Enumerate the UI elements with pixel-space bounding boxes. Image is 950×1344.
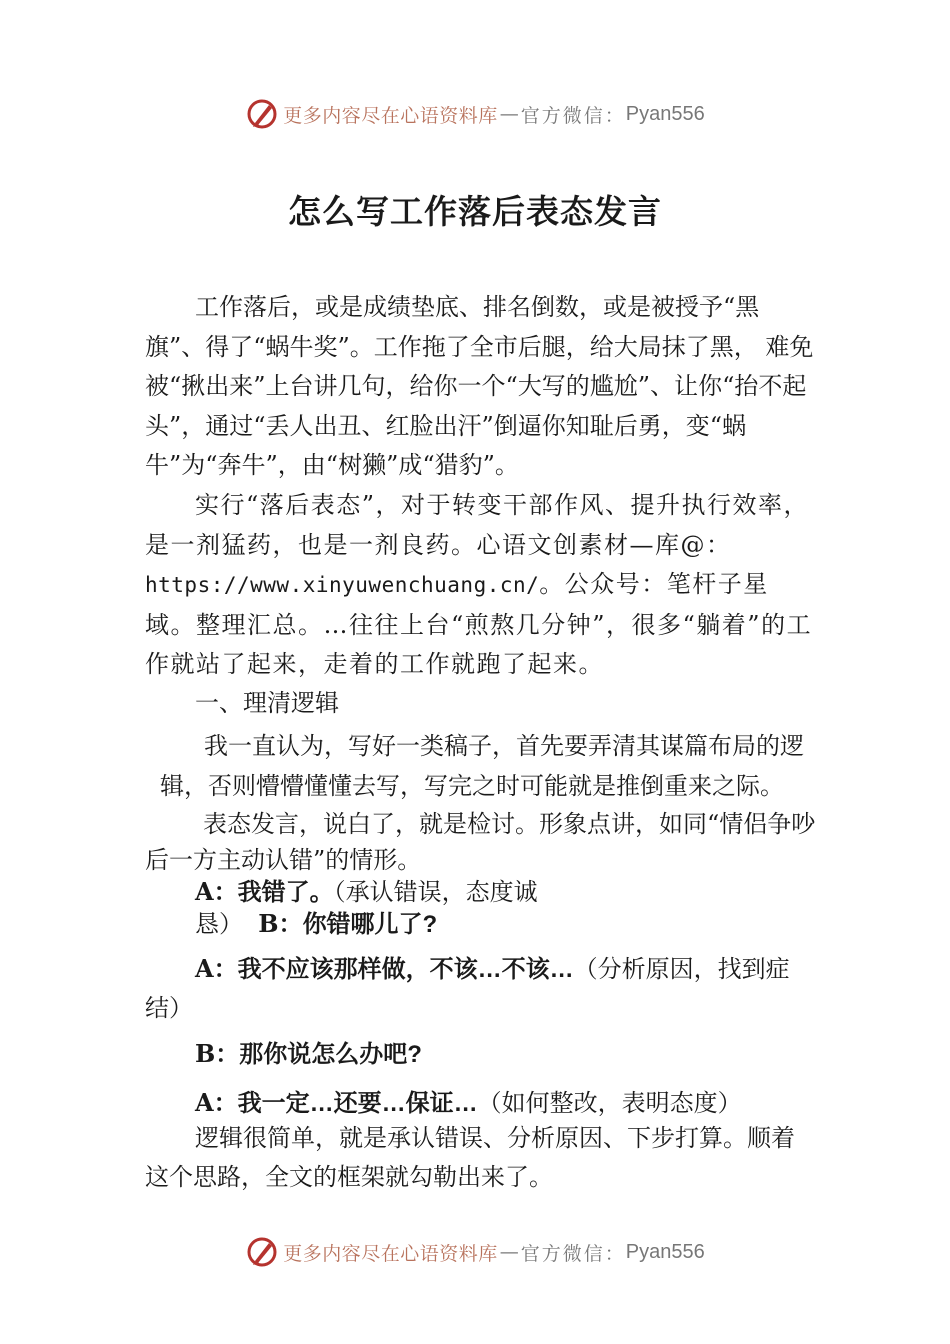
paragraph-analogy: 表态发言，说白了，就是检讨。形象点讲，如同“情侣争吵后一方主动认错”的情形。 [145, 810, 816, 874]
speaker-a-label: A： [195, 877, 238, 906]
speaker-b-label: B： [195, 1039, 240, 1068]
banner-dash: — [499, 1241, 519, 1263]
paragraph-summary: 逻辑很简单，就是承认错误、分析原因、下步打算。顺着这个思路，全文的框架就勾勒出来了。 [145, 1124, 795, 1191]
paragraph-intro: 工作落后，或是成绩垫底、排名倒数，或是被授予“黑旗”、得了“蜗牛奖”。工作拖了全市后腿，给大局抹了黑， 难免被“揪出来”上台讲几句，给你一个“大写的尴尬”、让你“抬不起头”，通过“丢人出丑、红脸出汗”倒逼你知耻后勇，变“蜗牛”为“奔牛”，由“树獭”成“猎豹”。 [145, 293, 814, 479]
note-a2: （分析原因，找到症结） [145, 955, 790, 1022]
note-a1: （承认错误，态度诚恳） [195, 878, 538, 938]
wechat-label: 官方微信： [520, 1242, 626, 1265]
speech-b2: 那你说怎么办吧? [239, 1041, 422, 1068]
wechat-id: Pyan556 [625, 102, 705, 125]
paragraph-practice [145, 486, 817, 685]
speaker-a-label: A： [195, 954, 238, 983]
brand-text: 更多内容尽在心语资料库 [283, 1242, 498, 1265]
paragraph-practice-text-a: 实行“落后表态”，对于转变干部作风、提升执行效率， 是一剂猛药，也是一剂良药。心语文创素材—库@： [145, 491, 810, 559]
speech-a3: 我一定…还要…保证… [237, 1090, 478, 1117]
brand-text: 更多内容尽在心语资料库 [283, 104, 498, 127]
dialogue-line-4 [195, 1083, 742, 1118]
banner-dash: — [499, 103, 519, 125]
dialogue-line-3 [195, 1034, 422, 1069]
source-url: https://www.xinyuwenchuang.cn/ [145, 573, 540, 597]
speech-a2: 我不应该那样做，不该…不该… [237, 956, 574, 983]
speech-a1: 我错了。 [237, 879, 334, 906]
speaker-a-label: A： [195, 1088, 238, 1117]
speaker-b-label: B： [258, 909, 303, 938]
dialogue-line-2 [145, 950, 817, 1027]
pen-logo-icon [245, 97, 279, 131]
note-a3: （如何整改，表明态度） [477, 1089, 742, 1117]
header-watermark [0, 94, 950, 134]
section-heading-logic: 一、理清逻辑 [195, 689, 339, 717]
paragraph-logic: 我一直认为，写好一类稿子，首先要弄清其谋篇布局的逻辑，否则懵懵懂懂去写，写完之时可能就是推倒重来之际。 [160, 732, 804, 800]
footer-watermark [0, 1232, 950, 1272]
paragraph-practice-text-b: 。公众号：笔杆子星域。整理汇总。…往往上台“煎熬几分钟”，很多“躺着”的工作就站了起来，走着的工作就跑了起来。 [145, 570, 813, 678]
speech-b1: 你错哪儿了? [302, 911, 438, 938]
document-title: 怎么写工作落后表态发言 [288, 192, 662, 231]
pen-logo-icon [245, 1235, 279, 1269]
wechat-id: Pyan556 [625, 1240, 705, 1263]
wechat-label: 官方微信： [520, 104, 626, 127]
dialogue-line-1 [195, 876, 595, 940]
